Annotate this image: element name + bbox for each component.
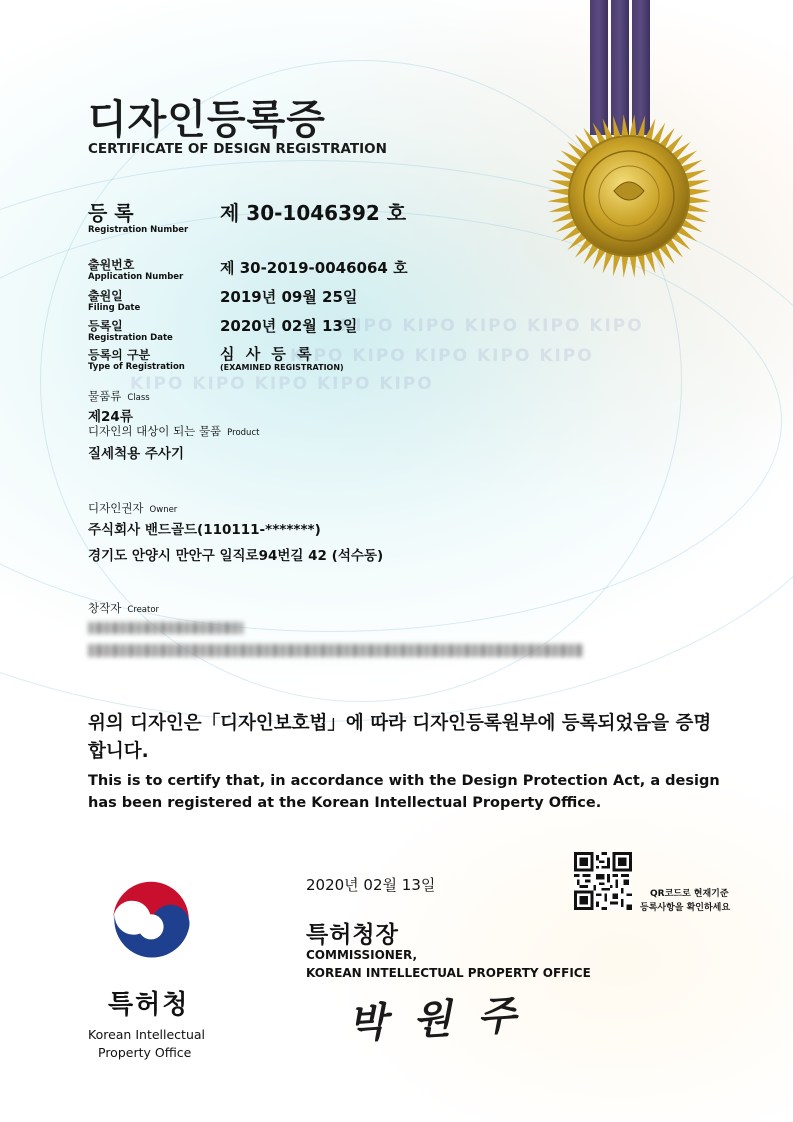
redacted-creator-address [88, 644, 583, 657]
registration-label: 등 록 [88, 201, 134, 225]
product-label: 디자인의 대상이 되는 물품 [88, 424, 222, 438]
application-number: 제 30-2019-0046064 호 [220, 259, 408, 277]
owner-address: 경기도 안양시 만안구 일직로94번길 42 (석수동) [88, 548, 384, 564]
seal-ray [547, 196, 571, 204]
registration-date-label: 등록일 [88, 319, 123, 333]
owner-label-row [88, 500, 177, 516]
kipo-watermark: KIPO KIPO KIPO KIPO KIPO [340, 316, 644, 336]
application-label: 출원번호 [88, 258, 135, 272]
class-label: 물품류 [88, 389, 122, 403]
qr-caption-line2: 등록사항을 확인하세요 [640, 903, 731, 913]
product-label-row [88, 423, 259, 439]
creator-label-en: Creator [127, 605, 160, 615]
owner-label-en: Owner [149, 505, 178, 515]
title-english: CERTIFICATE OF DESIGN REGISTRATION [88, 141, 387, 157]
class-value: 제24류 [88, 409, 133, 425]
title-korean: 디자인등록증 [88, 97, 326, 143]
class-label-en: Class [127, 393, 150, 403]
seal-ray [547, 188, 571, 196]
owner-label: 디자인권자 [88, 501, 144, 515]
qr-code [574, 852, 632, 910]
type-value: 심 사 등 록 [220, 345, 315, 363]
office-name-english-1: Korean Intellectual [88, 1027, 205, 1042]
certification-english: This is to certify that, in accordance with the Design Protection Act, a design has been registered at the Korean Intellectual Property Office. [88, 773, 720, 811]
signatory-title-english-2: KOREAN INTELLECTUAL PROPERTY OFFICE [306, 966, 591, 980]
taegeuk-logo [106, 880, 196, 970]
type-value-en: (EXAMINED REGISTRATION) [220, 363, 344, 372]
registration-label-en: Registration Number [88, 225, 189, 235]
seal-ray [687, 188, 711, 196]
class-label-row [88, 388, 150, 404]
registration-date-label-en: Registration Date [88, 333, 173, 343]
signatory-title-korean: 특허청장 [306, 922, 399, 948]
signature: 박 원 주 [347, 991, 524, 1048]
registration-number: 제 30-1046392 호 [220, 201, 407, 225]
registration-date: 2020년 02월 13일 [220, 317, 358, 335]
redacted-creator-name [88, 622, 243, 634]
seal-ray [687, 196, 711, 204]
office-name-english-2: Property Office [98, 1045, 192, 1060]
qr-caption-line1: QR코드로 현재기준 [650, 889, 729, 899]
type-label: 등록의 구분 [88, 348, 151, 362]
filing-date: 2019년 09월 25일 [220, 288, 358, 306]
owner-name: 주식회사 밴드골드(110111-*******) [88, 522, 321, 538]
seal-ray [629, 114, 637, 138]
product-label-en: Product [227, 428, 260, 438]
office-name-korean: 특허청 [108, 990, 190, 1020]
product-value: 질세척용 주사기 [88, 446, 184, 462]
kipo-watermark: KIPO KIPO KIPO KIPO KIPO [290, 346, 594, 366]
issue-date: 2020년 02월 13일 [306, 876, 436, 894]
kipo-watermark: KIPO KIPO KIPO KIPO KIPO [130, 374, 434, 394]
filing-label-en: Filing Date [88, 303, 141, 313]
seal-ray [629, 254, 637, 278]
creator-label: 창작자 [88, 601, 122, 615]
gold-seal [544, 96, 714, 296]
signatory-title-english-1: COMMISSIONER, [306, 948, 418, 962]
certification-korean: 위의 디자인은「디자인보호법」에 따라 디자인등록원부에 등록되었음을 증명합니다. [88, 713, 712, 762]
type-label-en: Type of Registration [88, 362, 185, 372]
application-label-en: Application Number [88, 272, 184, 282]
seal-ray [621, 254, 629, 278]
creator-label-row [88, 600, 159, 616]
seal-ray [621, 114, 629, 138]
filing-label: 출원일 [88, 289, 123, 303]
